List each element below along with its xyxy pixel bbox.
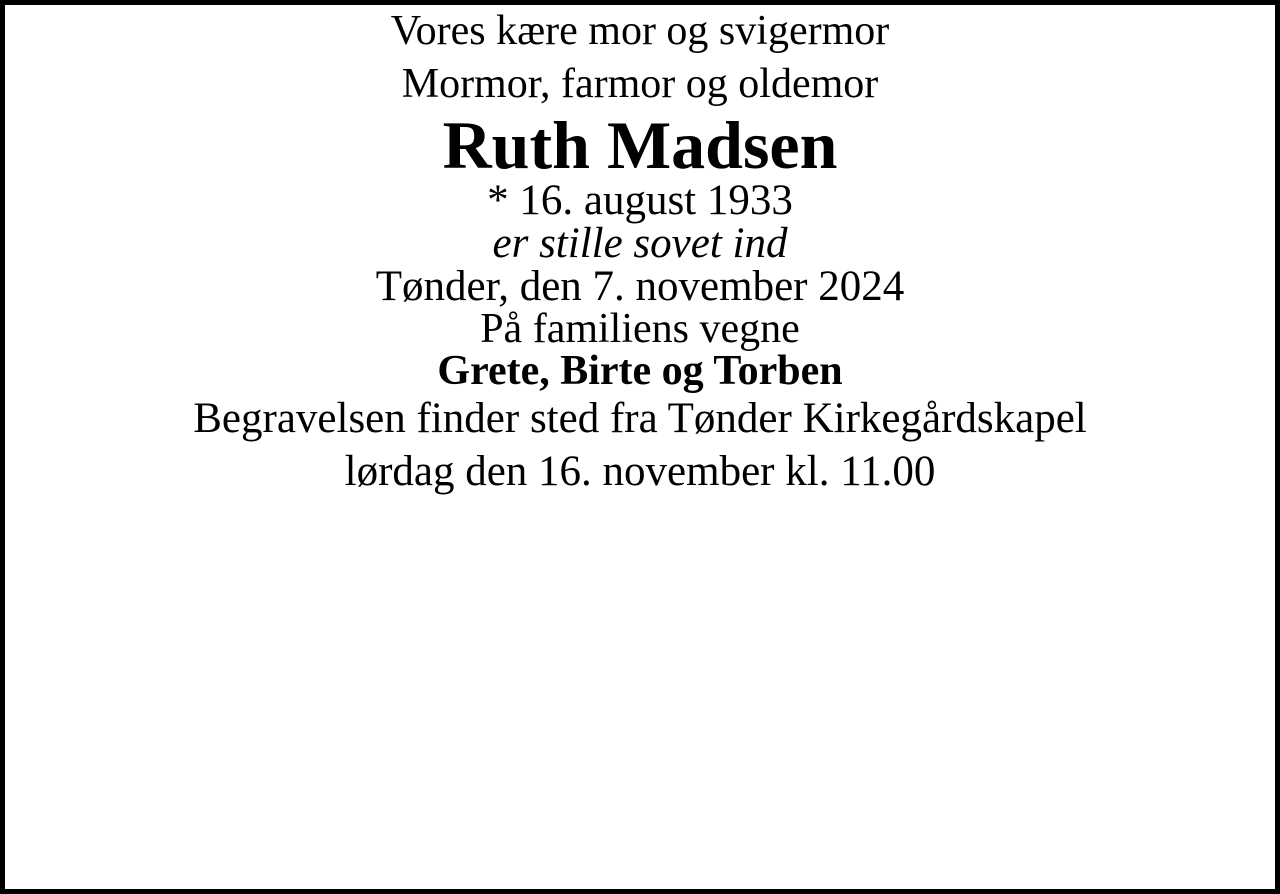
funeral-info [193, 392, 1087, 498]
family-names: Grete, Birte og Torben [437, 348, 843, 394]
funeral-line-2: lørdag den 16. november kl. 11.00 [344, 448, 936, 495]
intro-line-2: Mormor, farmor og oldemor [401, 61, 879, 107]
funeral-line-1: Begravelsen finder sted fra Tønder Kirkegårdskapel [193, 395, 1087, 442]
deceased-name: Ruth Madsen [442, 107, 838, 183]
intro-relations [391, 5, 889, 111]
intro-line-1: Vores kære mor og svigermor [390, 8, 890, 54]
on-behalf-text: På familiens vegne [480, 306, 800, 352]
place-and-date: Tønder, den 7. november 2024 [375, 263, 905, 310]
passing-phrase: er stille sovet ind [492, 220, 788, 267]
obituary-notice [5, 5, 1275, 889]
birth-date: * 16. august 1933 [487, 177, 793, 224]
